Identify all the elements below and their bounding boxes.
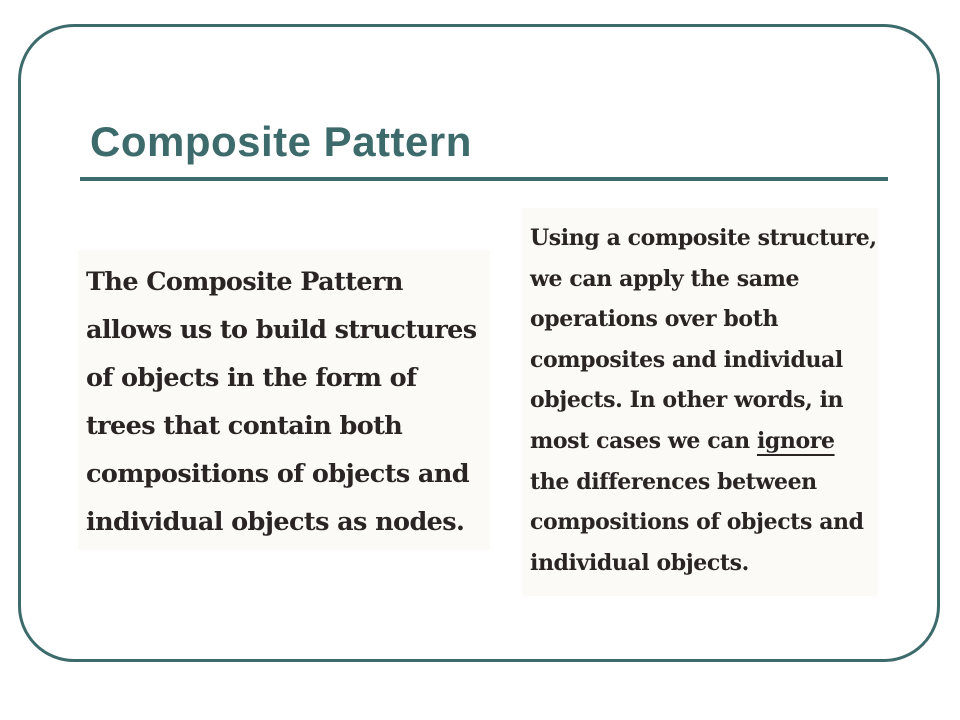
explanation-line-with-emphasis — [530, 421, 874, 462]
definition-paragraph — [86, 258, 484, 546]
definition-text-panel — [78, 250, 490, 550]
definition-line: individual objects as nodes. — [86, 507, 465, 537]
explanation-line: Using a composite structure, — [530, 225, 877, 251]
definition-line: allows us to build structures — [86, 315, 477, 345]
explanation-line: objects. In other words, in — [530, 387, 844, 414]
definition-line: of objects in the form of — [86, 363, 417, 393]
definition-line: The Composite Pattern — [86, 267, 403, 297]
slide-title: Composite Pattern — [90, 118, 472, 165]
explanation-line: composites and individual — [530, 346, 843, 373]
title-underline-rule — [80, 177, 888, 181]
explanation-line: we can apply the same — [530, 265, 800, 292]
explanation-line: operations over both — [530, 306, 779, 333]
definition-line: compositions of objects and — [86, 459, 470, 489]
explanation-paragraph — [530, 218, 877, 583]
explanation-text-panel — [522, 208, 878, 596]
explanation-line: compositions of objects and — [530, 509, 864, 536]
explanation-line-prefix: most cases we can — [530, 427, 757, 454]
definition-line: trees that contain both — [86, 411, 403, 441]
underlined-word-ignore: ignore — [756, 427, 835, 454]
explanation-line: individual objects. — [530, 549, 749, 576]
explanation-line: the differences between — [530, 468, 817, 495]
